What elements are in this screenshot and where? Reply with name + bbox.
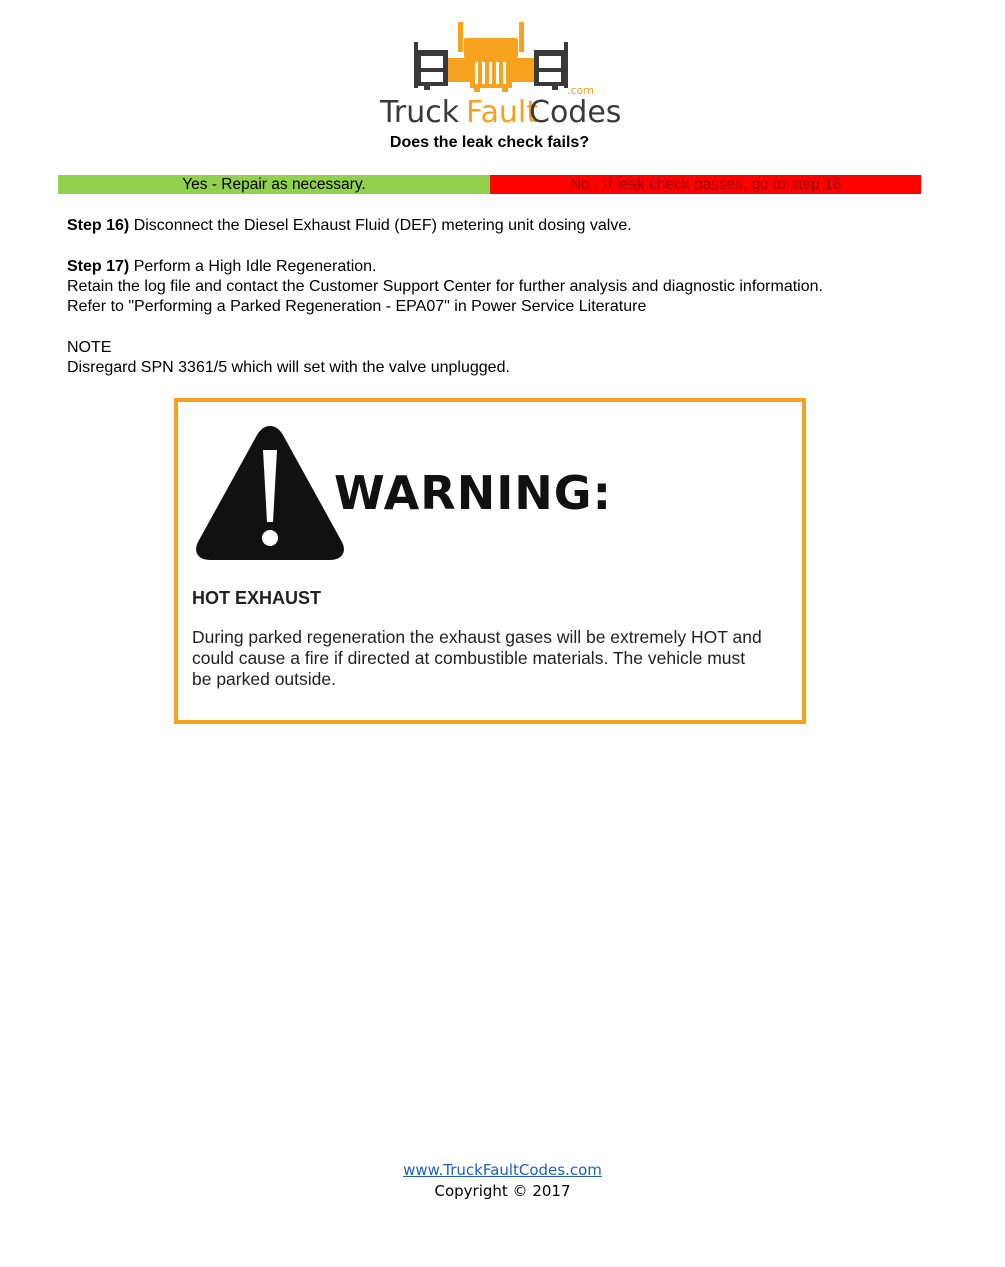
step-17-line-2: Retain the log file and contact the Customer Support Center for further analysis and diagnostic information. — [67, 277, 823, 295]
page-footer — [0, 1160, 1005, 1202]
step-16-text: Disconnect the Diesel Exhaust Fluid (DEF) metering unit dosing valve. — [129, 217, 632, 234]
warning-description — [192, 627, 792, 690]
decision-answers — [58, 175, 921, 194]
exclamation-triangle-icon — [192, 422, 348, 564]
step-16-label: Step 16) — [67, 217, 130, 234]
brand-text-fault: Fault — [466, 95, 538, 130]
step-17-label: Step 17) — [67, 257, 130, 275]
brand-logo — [378, 20, 622, 130]
warning-subtitle: HOT EXHAUST — [192, 588, 322, 608]
brand-text-codes: Codes — [529, 95, 622, 130]
decision-question: Does the leak check fails? — [389, 134, 590, 151]
truck-logo-icon — [378, 20, 622, 130]
step-17-text: Perform a High Idle Regeneration. — [129, 257, 377, 275]
step-17-line-3: Refer to "Performing a Parked Regeneration - EPA07" in Power Service Literature — [67, 298, 647, 316]
answer-yes: Yes - Repair as necessary. — [58, 175, 490, 194]
note-text: Disregard SPN 3361/5 which will set with the valve unplugged. — [67, 359, 510, 377]
procedure-text — [67, 216, 947, 378]
answer-no: No - If leak check passes, go to step 16 — [490, 175, 921, 194]
warning-line: During parked regeneration the exhaust gases will be extremely HOT and — [192, 627, 762, 647]
footer-copyright: Copyright © 2017 — [434, 1182, 571, 1200]
footer-website-link[interactable]: www.TruckFaultCodes.com — [403, 1161, 602, 1179]
step-16 — [67, 216, 947, 236]
warning-panel — [174, 398, 806, 724]
brand-text-suffix: .com — [567, 84, 594, 97]
note-heading: NOTE — [67, 338, 112, 356]
brand-text-truck: Truck — [380, 95, 460, 130]
step-17 — [67, 257, 947, 277]
warning-line: be parked outside. — [192, 669, 336, 689]
warning-line: could cause a fire if directed at combustible materials. The vehicle must — [192, 648, 746, 668]
warning-title: WARNING: — [334, 466, 612, 520]
